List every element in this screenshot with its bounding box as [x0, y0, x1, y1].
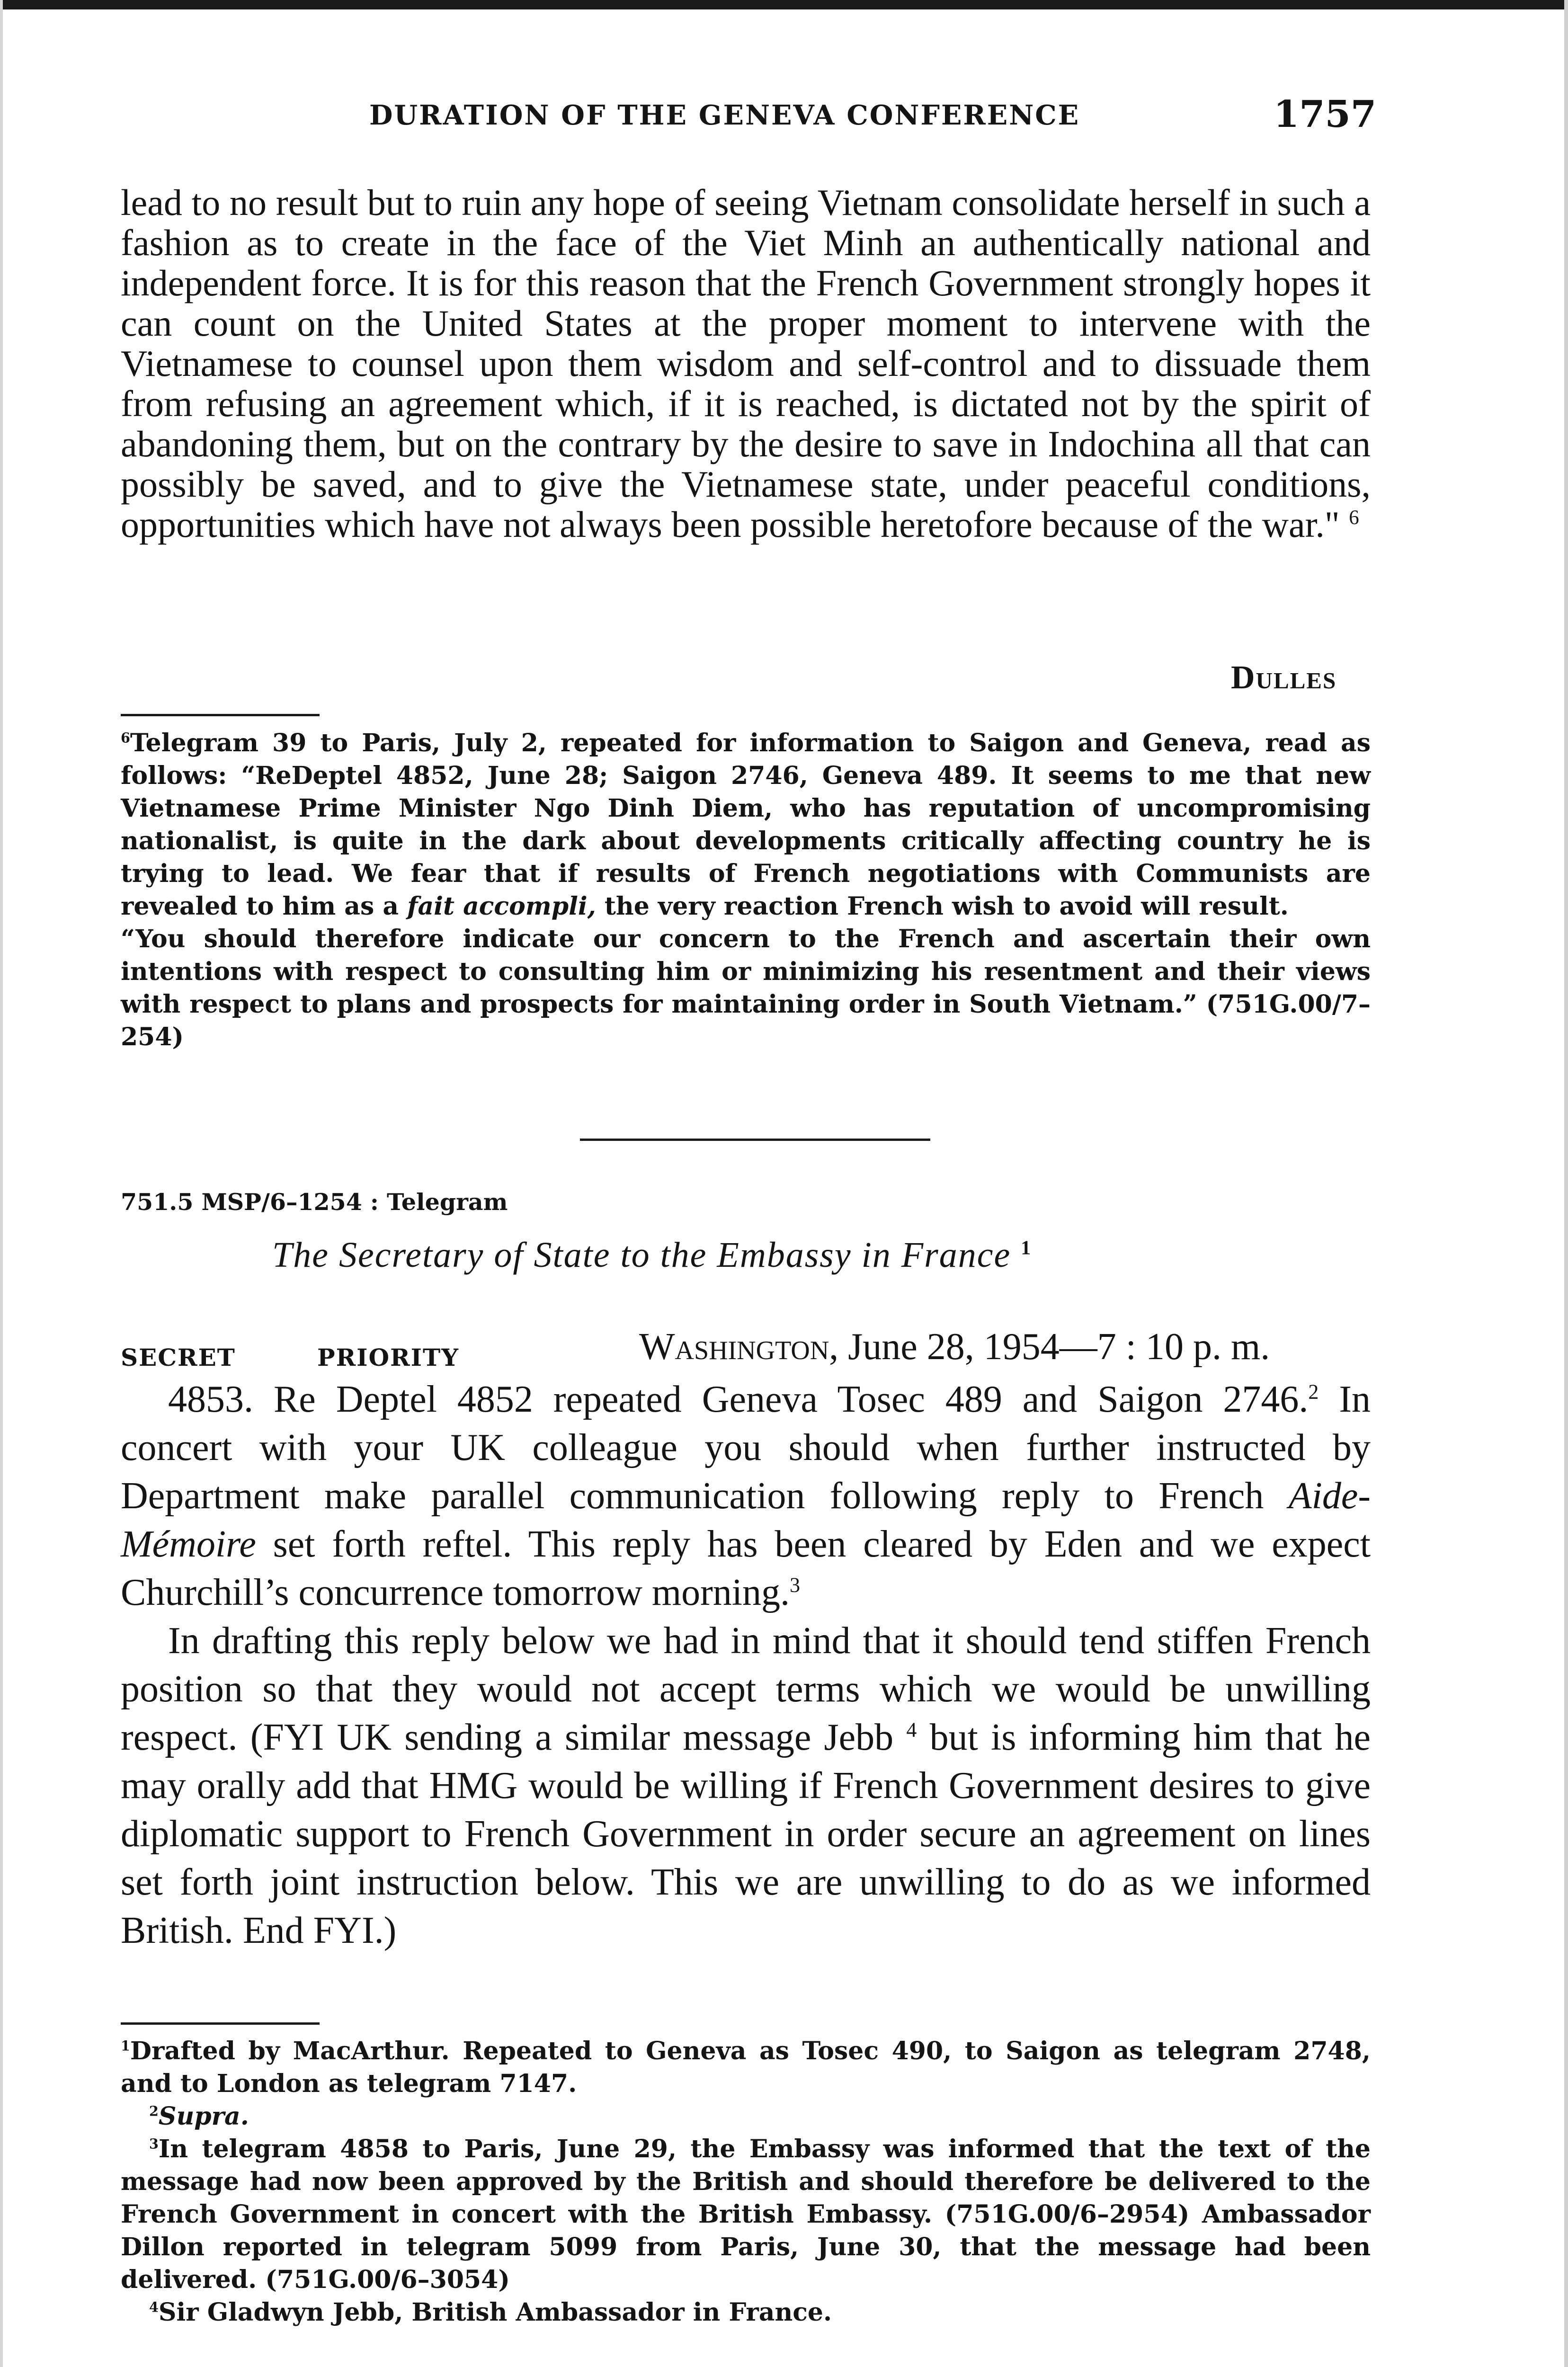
classification-secret: SECRET — [121, 1344, 236, 1371]
footnote-separator — [121, 714, 320, 716]
footnote-6 — [121, 727, 1371, 1053]
footnote-6-para-1: $^6$Telegram 39 to Paris, July 2, repeated for information to Saigon and Geneva, read as follows: “ReDeptel 4852, June 28; Saigon 2746, Geneva 489. It seems to me that new Vietnamese Prime Minister Ngo Dinh Diem, who has reputation of uncompromising nationalist, is quite in the dark about developments critically affecting country he is trying to lead. We fear that if results of French negotiations with Communists are revealed to him as a fait accompli, the very reaction French wish to avoid will result. — [121, 729, 1371, 921]
footnote-1: $^1$Drafted by MacArthur. Repeated to Geneva as Tosec 490, to Saigon as telegram 2748, and to London as telegram 7147. — [121, 2037, 1371, 2098]
running-head: DURATION OF THE GENEVA CONFERENCE — [369, 99, 1080, 131]
document-title: The Secretary of State to the Embassy in France $^1$ — [272, 1235, 1032, 1275]
footnote-4: $^4$Sir Gladwyn Jebb, British Ambassador in France. — [149, 2298, 832, 2327]
footnote-ref-6: 6 — [1349, 507, 1359, 529]
telegram-body — [121, 1375, 1371, 1955]
footnote-2: $^2$Supra. — [149, 2102, 249, 2131]
dateline-date: , June 28, 1954—7 : 10 p. m. — [829, 1326, 1270, 1368]
telegram-para-1: 4853. Re Deptel 4852 repeated Geneva Tosec 489 and Saigon 2746.$^2$ In concert with your UK colleague you should when further instructed by Department make parallel communication following reply to French Aide-Mémoire set forth reftel. This reply has been cleared by Eden and we expect Churchill’s concurrence tomorrow morning.$^3$ — [121, 1379, 1371, 1613]
footnote-separator-2 — [121, 2022, 320, 2025]
continuation-text: lead to no result but to ruin any hope of seeing Vietnam consolidate herself in such a fashion as to create in the face of the Viet Minh an authentically national and independent force. It is for this reason that the French Government strongly hopes it can count on the United States at the proper moment to intervene with the Vietnamese to counsel upon them wisdom and self-control and to dissuade them from refusing an agreement which, if it is reached, is dictated not by the spirit of abandoning them, but on the contrary by the desire to save in Indochina all that can possibly be saved, and to give the Vietnamese state, under peaceful conditions, opportunities which have not always been possible heretofore because of the war." — [121, 182, 1371, 545]
footnote-6-marker: 6 — [121, 730, 130, 746]
telegram-para-2: In drafting this reply below we had in mind that it should tend stiffen French position so that they would not accept terms which we would be unwilling respect. (FYI UK sending a similar message Jebb $^4$ but is informing him that he may orally add that HMG would be willing if French Government desires to give diplomatic support to French Government in order secure an agreement on lines set forth joint instruction below. This we are unwilling to do as we informed British. End FYI.) — [121, 1620, 1371, 1951]
signature: Dulles — [1231, 659, 1337, 696]
page-left-edge — [0, 0, 3, 2367]
page-top-border — [0, 0, 1568, 9]
footnote-6-italic: fait accompli, — [407, 892, 596, 921]
dateline — [639, 1326, 1270, 1369]
dateline-place: Washington — [639, 1326, 829, 1368]
footnotes — [121, 2035, 1371, 2329]
page-number: 1757 — [1274, 93, 1377, 136]
footnote-6-para-2: “You should therefore indicate our concern to the French and ascertain their own intentions with respect to consulting him or minimizing his resentment and their views with respect to plans and prospects for maintaining order in South Vietnam.” (751G.00/7–254) — [121, 925, 1371, 1051]
footnote-3: $^3$In telegram 4858 to Paris, June 29, the Embassy was informed that the text of the message had now been approved by the British and should therefore be delivered to the French Government in concert with the British Embassy. (751G.00/6–2954) Ambassador Dillon reported in telegram 5099 from Paris, June 30, that the message had been delivered. (751G.00/6–3054) — [121, 2135, 1371, 2294]
classification-priority: PRIORITY — [317, 1344, 459, 1371]
title-footnote-ref: 1 — [1021, 1237, 1032, 1259]
continuation-paragraph — [121, 182, 1371, 544]
file-reference: 751.5 MSP/6–1254 : Telegram — [121, 1188, 508, 1216]
section-divider — [580, 1139, 930, 1141]
page-right-edge — [1564, 0, 1568, 2367]
